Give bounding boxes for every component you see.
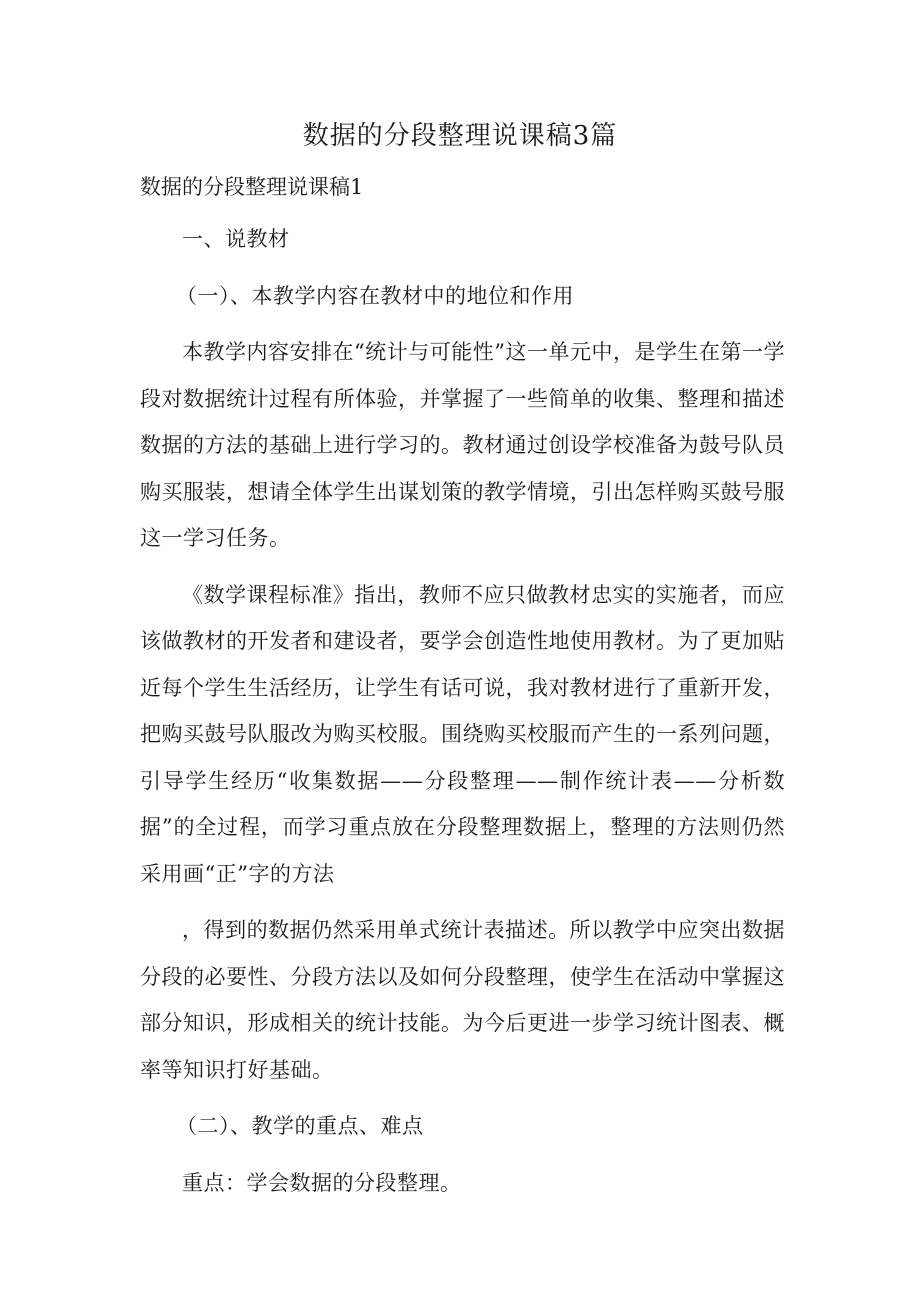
subheading-key-difficult-points: （二）、教学的重点、难点 <box>176 1114 424 1138</box>
document-title: 数据的分段整理说课稿3篇 <box>302 121 618 151</box>
heading-shuo-jiaocai: 一、说教材 <box>182 227 290 251</box>
paragraph-content-arrangement: 本教学内容安排在“统计与可能性”这一单元中，是学生在第一学段对数据统计过程有所体验，并掌握了一些简单的收集、整理和描述数据的方法的基础上进行学习的。教材通过创设学校准备为鼓号队员购买服装，想请全体学生出谋划策的教学情境，引出怎样购买鼓号服这一学习任务。 <box>140 340 785 550</box>
paragraph-curriculum-standard: 《数学课程标准》指出，教师不应只做教材忠实的实施者，而应该做教材的开发者和建设者，要学会创造性地使用教材。为了更加贴近每个学生生活经历，让学生有话可说，我对教材进行了重新开发，把购买鼓号队服改为购买校服。围绕购买校服而产生的一系列问题，引导学生经历“收集数据——分段整理——制作统计表——分析数据”的全过程，而学习重点放在分段整理数据上，整理的方法则仍然采用画“正”字的方法 <box>140 582 785 886</box>
paragraph-data-description: ，得到的数据仍然采用单式统计表描述。所以教学中应突出数据分段的必要性、分段方法以及如何分段整理，使学生在活动中掌握这部分知识，形成相关的统计技能。为今后更进一步学习统计图表、概率等知识打好基础。 <box>140 918 785 1082</box>
paragraph-key-point: 重点：学会数据的分段整理。 <box>182 1170 462 1195</box>
document-body <box>140 216 785 1216</box>
section-heading: 数据的分段整理说课稿1 <box>140 175 364 199</box>
subheading-position-role: （一）、本教学内容在教材中的地位和作用 <box>176 283 574 308</box>
